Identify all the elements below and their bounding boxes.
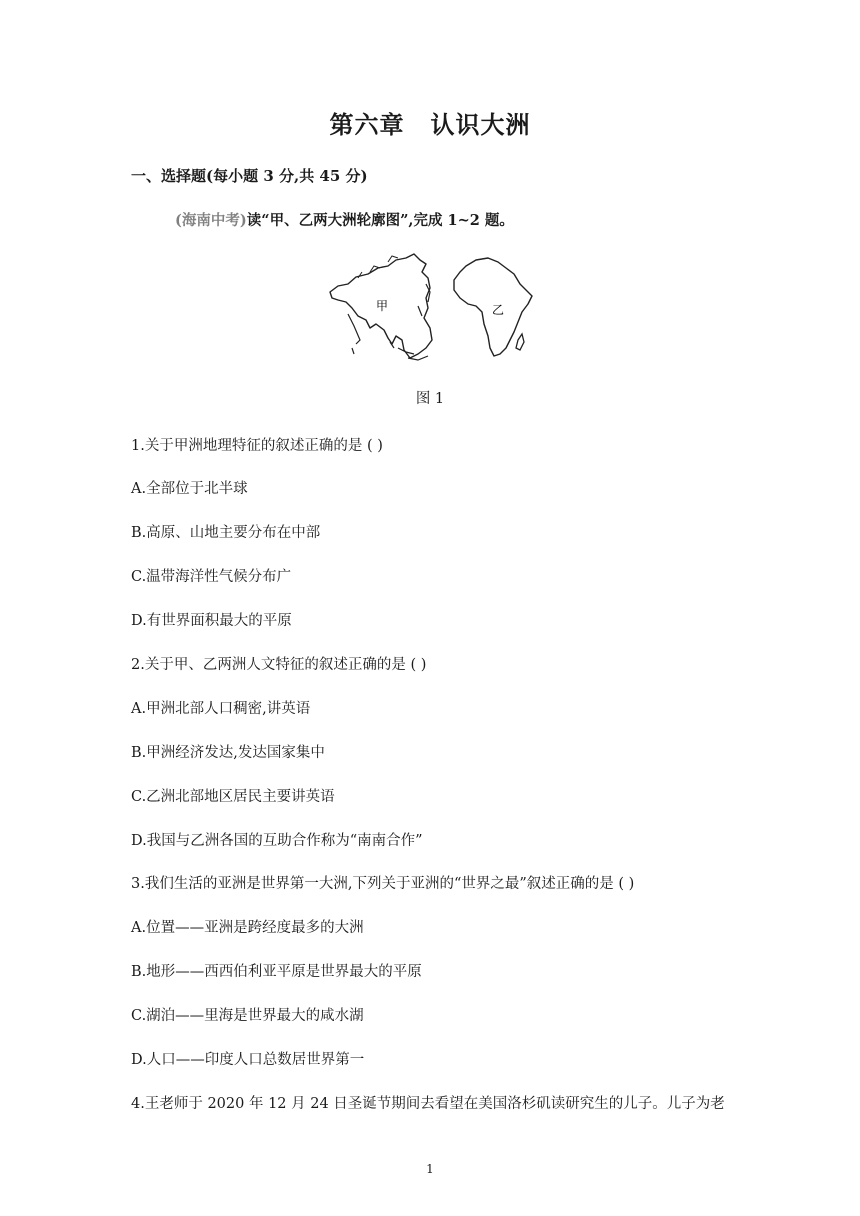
q1-option-d: D.有世界面积最大的平原: [131, 613, 292, 629]
continent-outline-figure: [318, 244, 540, 366]
question-2: 2.关于甲、乙两洲人文特征的叙述正确的是 ( ): [131, 657, 427, 673]
section-heading: 一、选择题(每小题 3 分,共 45 分): [131, 167, 368, 185]
q2-option-a: A.甲洲北部人口稠密,讲英语: [131, 701, 311, 717]
q2-option-c: C.乙洲北部地区居民主要讲英语: [131, 789, 335, 805]
question-1: 1.关于甲洲地理特征的叙述正确的是 ( ): [131, 438, 383, 454]
q1-option-c: C.温带海洋性气候分布广: [131, 569, 292, 585]
q1-option-a: A.全部位于北半球: [131, 481, 248, 497]
q2-option-b: B.甲洲经济发达,发达国家集中: [131, 745, 325, 761]
chapter-name: 认识大洲: [430, 111, 531, 139]
continent-label-yi: 乙: [492, 303, 505, 317]
q2-option-d: D.我国与乙洲各国的互助合作称为“南南合作”: [131, 833, 423, 849]
q1-option-b: B.高原、山地主要分布在中部: [131, 525, 321, 541]
question-4: 4.王老师于 2020 年 12 月 24 日圣诞节期间去看望在美国洛杉矶读研究生的儿子。儿子为老: [131, 1096, 725, 1112]
question-3: 3.我们生活的亚洲是世界第一大洲,下列关于亚洲的“世界之最”叙述正确的是 ( ): [131, 876, 635, 892]
madagascar-outline: [516, 334, 524, 350]
source-tag: (海南中考): [175, 212, 247, 229]
page-number: 1: [426, 1162, 434, 1176]
q3-option-c: C.湖泊——里海是世界最大的咸水湖: [131, 1008, 364, 1024]
q3-option-d: D.人口——印度人口总数居世界第一: [131, 1052, 365, 1068]
q3-option-b: B.地形——西西伯利亚平原是世界最大的平原: [131, 964, 422, 980]
intro-text: 读“甲、乙两大洲轮廓图”,完成 1~2 题。: [246, 212, 514, 229]
continent-label-jia: 甲: [376, 299, 389, 313]
chapter-number: 第六章: [329, 111, 405, 139]
page-title: [0, 105, 860, 140]
q3-option-a: A.位置——亚洲是跨经度最多的大洲: [131, 920, 364, 936]
question-intro: [175, 209, 514, 230]
figure-caption: 图 1: [415, 391, 445, 407]
japan-islands: [418, 284, 430, 316]
arabia-peninsula: [348, 314, 360, 354]
